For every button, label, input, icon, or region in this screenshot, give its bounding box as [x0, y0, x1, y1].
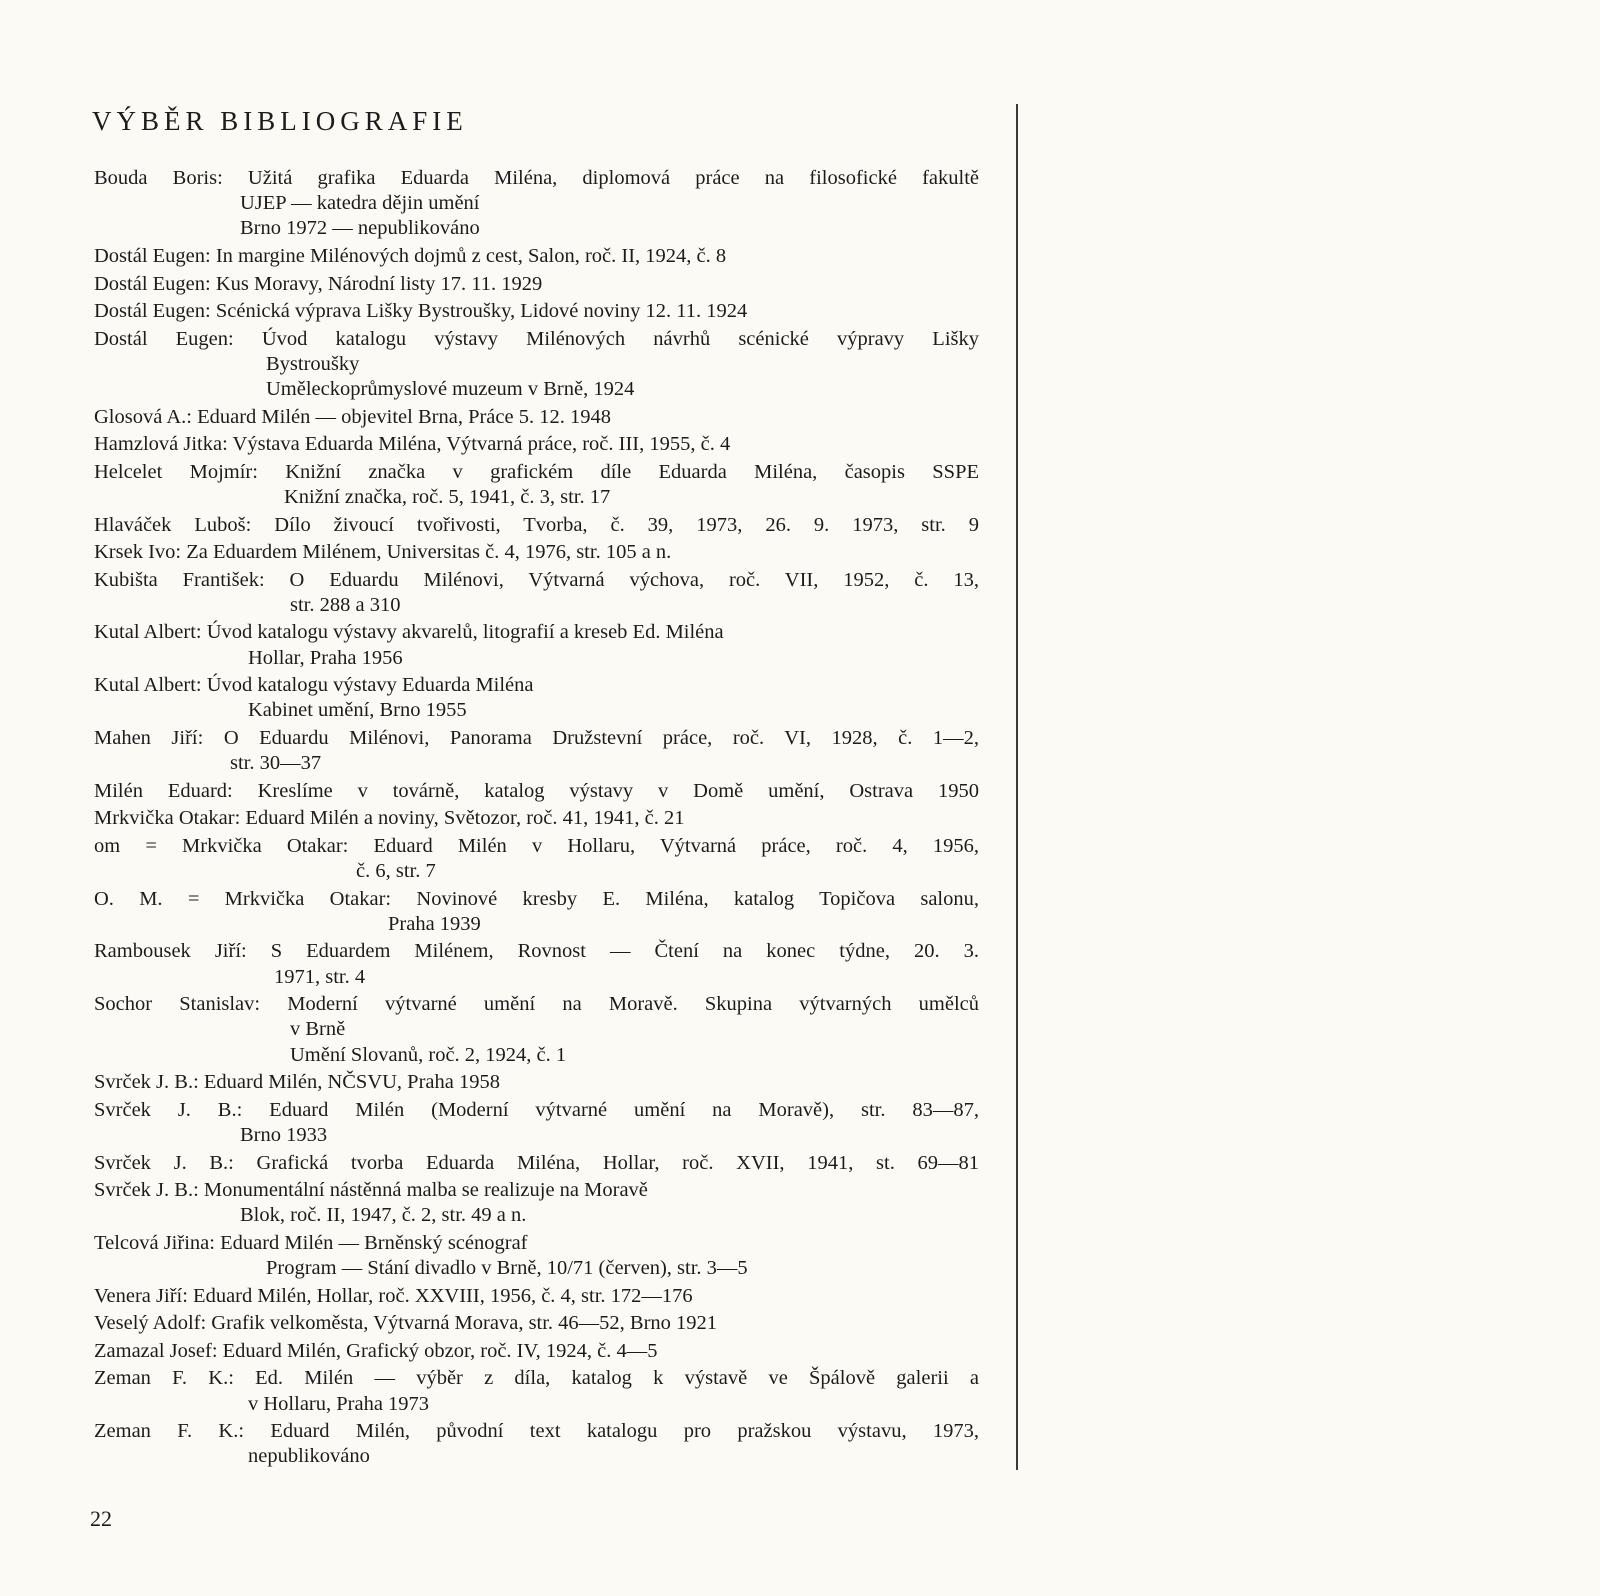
- bibliography-entry: [94, 779, 979, 804]
- bibliography-entry: [94, 1098, 979, 1148]
- bibliography-entry: [94, 272, 979, 297]
- bibliography-entry: [94, 1419, 979, 1469]
- bibliography-entry: [94, 1339, 979, 1364]
- entry-line: Glosová A.: Eduard Milén — objevitel Brna, Práce 5. 12. 1948: [94, 405, 611, 428]
- entry-line: Svrček J. B.: Eduard Milén (Moderní výtvarné umění na Moravě), str. 83—87,: [94, 1098, 979, 1121]
- entry-line: Mahen Jiří: O Eduardu Milénovi, Panorama Družstevní práce, roč. VI, 1928, č. 1—2,: [94, 727, 979, 750]
- entry-continuation-line: Praha 1939: [388, 912, 481, 935]
- entry-continuation-line: Umění Slovanů, roč. 2, 1924, č. 1: [290, 1043, 567, 1066]
- entry-line: Dostál Eugen: In margine Milénových dojmů z cest, Salon, roč. II, 1924, č. 8: [94, 244, 727, 267]
- bibliography-entry: [94, 1151, 979, 1176]
- bibliography-entry: [94, 1311, 979, 1336]
- page-number: 22: [90, 1506, 112, 1531]
- entry-line: Zeman F. K.: Eduard Milén, původní text katalogu pro pražskou výstavu, 1973,: [94, 1420, 979, 1443]
- bibliography-entry: [94, 405, 979, 430]
- entry-line: Kubišta František: O Eduardu Milénovi, Výtvarná výchova, roč. VII, 1952, č. 13,: [94, 568, 979, 591]
- bibliography-entry: [94, 299, 979, 324]
- entry-continuation-line: Uměleckoprůmyslové muzeum v Brně, 1924: [266, 378, 635, 401]
- entry-line: om = Mrkvička Otakar: Eduard Milén v Hollaru, Výtvarná práce, roč. 4, 1956,: [94, 834, 979, 857]
- entry-line: Milén Eduard: Kreslíme v továrně, katalog výstavy v Domě umění, Ostrava 1950: [94, 779, 979, 802]
- entry-continuation-line: Knižní značka, roč. 5, 1941, č. 3, str. 17: [284, 485, 611, 508]
- bibliography-entry: [94, 1231, 979, 1281]
- entry-continuation-line: v Brně: [290, 1018, 346, 1041]
- entry-continuation-line: 1971, str. 4: [274, 965, 366, 988]
- bibliography-entry: [94, 540, 979, 565]
- bibliography-entry: [94, 568, 979, 618]
- entry-line: Dostál Eugen: Úvod katalogu výstavy Milénových návrhů scénické výpravy Lišky: [94, 327, 979, 350]
- bibliography-list: [94, 166, 979, 1472]
- bibliography-entry: [94, 1366, 979, 1416]
- bibliography-entry: [94, 726, 979, 776]
- entry-continuation-line: str. 288 a 310: [290, 593, 401, 616]
- entry-line: Zamazal Josef: Eduard Milén, Grafický obzor, roč. IV, 1924, č. 4—5: [94, 1339, 658, 1362]
- entry-continuation-line: Brno 1933: [240, 1123, 328, 1146]
- entry-line: Krsek Ivo: Za Eduardem Milénem, Universitas č. 4, 1976, str. 105 a n.: [94, 541, 672, 564]
- entry-line: Dostál Eugen: Kus Moravy, Národní listy 17. 11. 1929: [94, 272, 543, 295]
- entry-continuation-line: Program — Stání divadlo v Brně, 10/71 (červen), str. 3—5: [266, 1257, 748, 1280]
- bibliography-entry: [94, 244, 979, 269]
- bibliography-entry: [94, 432, 979, 457]
- bibliography-entry: [94, 1178, 979, 1228]
- entry-continuation-line: Brno 1972 — nepublikováno: [240, 217, 480, 240]
- bibliography-entry: [94, 620, 979, 670]
- entry-line: Svrček J. B.: Eduard Milén, NČSVU, Praha 1958: [94, 1071, 500, 1094]
- entry-line: Bouda Boris: Užitá grafika Eduarda Miléna, diplomová práce na filosofické fakultě: [94, 167, 979, 189]
- bibliography-entry: [94, 887, 979, 937]
- bibliography-entry: [94, 834, 979, 884]
- entry-continuation-line: č. 6, str. 7: [356, 860, 436, 883]
- entry-line: Svrček J. B.: Grafická tvorba Eduarda Miléna, Hollar, roč. XVII, 1941, st. 69—81: [94, 1151, 979, 1174]
- entry-line: Kutal Albert: Úvod katalogu výstavy Eduarda Miléna: [94, 674, 534, 697]
- margin-rule: [1016, 104, 1018, 1470]
- entry-continuation-line: str. 30—37: [230, 752, 322, 775]
- bibliography-entry: [94, 166, 979, 242]
- bibliography-entry: [94, 939, 979, 989]
- entry-line: Mrkvička Otakar: Eduard Milén a noviny, Světozor, roč. 41, 1941, č. 21: [94, 807, 685, 830]
- entry-line: Telcová Jiřina: Eduard Milén — Brněnský scénograf: [94, 1231, 528, 1254]
- entry-continuation-line: nepublikováno: [248, 1445, 370, 1468]
- entry-line: Dostál Eugen: Scénická výprava Lišky Bystroušky, Lidové noviny 12. 11. 1924: [94, 300, 748, 323]
- bibliography-entry: [94, 460, 979, 510]
- entry-continuation-line: v Hollaru, Praha 1973: [248, 1392, 430, 1415]
- page-title: VÝBĚR BIBLIOGRAFIE: [92, 106, 468, 136]
- entry-line: Zeman F. K.: Ed. Milén — výběr z díla, katalog k výstavě ve Špálově galerii a: [94, 1367, 979, 1390]
- entry-continuation-line: Hollar, Praha 1956: [248, 646, 403, 669]
- bibliography-entry: [94, 673, 979, 723]
- entry-line: O. M. = Mrkvička Otakar: Novinové kresby E. Miléna, katalog Topičova salonu,: [94, 887, 979, 910]
- bibliography-entry: [94, 1070, 979, 1095]
- entry-line: Rambousek Jiří: S Eduardem Milénem, Rovnost — Čtení na konec týdne, 20. 3.: [94, 940, 979, 963]
- entry-line: Hlaváček Luboš: Dílo živoucí tvořivosti, Tvorba, č. 39, 1973, 26. 9. 1973, str. 9: [94, 513, 979, 536]
- entry-continuation-line: UJEP — katedra dějin umění: [240, 192, 480, 215]
- entry-line: Veselý Adolf: Grafik velkoměsta, Výtvarná Morava, str. 46—52, Brno 1921: [94, 1312, 718, 1335]
- bibliography-entry: [94, 327, 979, 403]
- bibliography-entry: [94, 806, 979, 831]
- entry-continuation-line: Blok, roč. II, 1947, č. 2, str. 49 a n.: [240, 1204, 527, 1227]
- entry-line: Hamzlová Jitka: Výstava Eduarda Miléna, Výtvarná práce, roč. III, 1955, č. 4: [94, 433, 731, 456]
- entry-continuation-line: Bystroušky: [266, 352, 360, 375]
- entry-line: Kutal Albert: Úvod katalogu výstavy akvarelů, litografií a kreseb Ed. Miléna: [94, 621, 724, 644]
- entry-continuation-line: Kabinet umění, Brno 1955: [248, 699, 467, 722]
- entry-line: Venera Jiří: Eduard Milén, Hollar, roč. XXVIII, 1956, č. 4, str. 172—176: [94, 1284, 693, 1307]
- entry-line: Sochor Stanislav: Moderní výtvarné umění na Moravě. Skupina výtvarných umělců: [94, 993, 979, 1016]
- bibliography-entry: [94, 513, 979, 538]
- entry-line: Helcelet Mojmír: Knižní značka v grafickém díle Eduarda Miléna, časopis SSPE: [94, 460, 979, 483]
- entry-line: Svrček J. B.: Monumentální nástěnná malba se realizuje na Moravě: [94, 1179, 648, 1202]
- bibliography-entry: [94, 992, 979, 1068]
- bibliography-entry: [94, 1284, 979, 1309]
